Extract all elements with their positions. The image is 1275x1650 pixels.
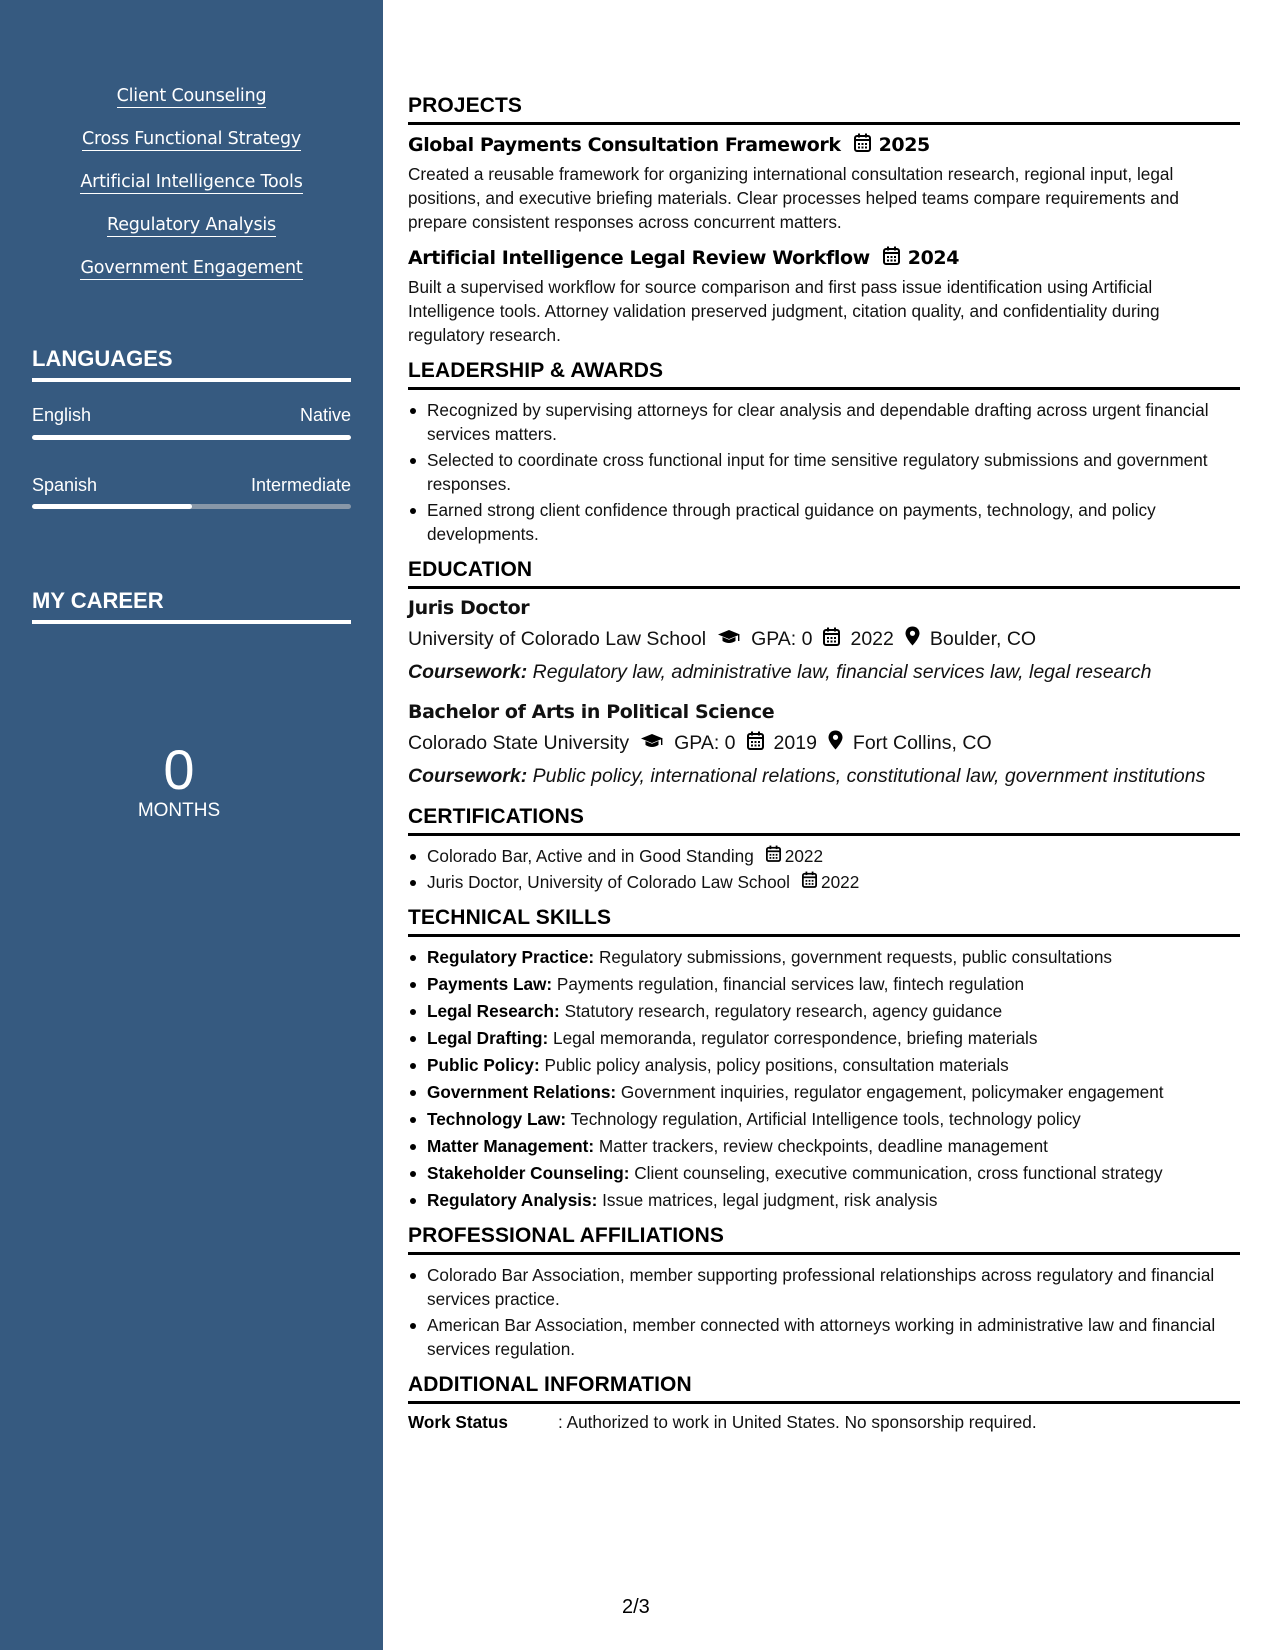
skill-details: Statutory research, regulatory research, agency guidance (559, 1001, 1003, 1021)
skill-tag: Cross Functional Strategy (81, 129, 302, 149)
main-content (408, 94, 1240, 1445)
gpa: GPA: 0 (674, 731, 736, 754)
language-name: English (32, 405, 92, 425)
list-item (408, 999, 1240, 1023)
work-status-value: : Authorized to work in United States. No sponsorship required. (558, 1412, 1037, 1432)
coursework-label: Coursework: (408, 661, 528, 683)
project-title-row (408, 246, 1240, 270)
calendar-icon (854, 133, 871, 157)
career-duration-value: 0 (163, 738, 195, 801)
list-item: Colorado Bar Association, member supporting professional relationships across regulatory and financial services practice. (408, 1263, 1240, 1311)
calendar-icon (802, 870, 817, 894)
coursework (408, 764, 1240, 789)
project-title: Global Payments Consultation Framework (408, 134, 841, 156)
certification-name: Juris Doctor, University of Colorado Law School (427, 872, 791, 892)
certifications-section (408, 805, 1240, 894)
education-meta (408, 730, 1240, 756)
list-item (408, 870, 1240, 894)
list-item (408, 1134, 1240, 1158)
skill-tag: Regulatory Analysis (107, 215, 276, 235)
certifications-list (408, 844, 1240, 894)
skill-category: Technology Law: (427, 1109, 567, 1129)
location: Fort Collins, CO (852, 731, 992, 754)
map-pin-icon (905, 626, 920, 652)
list-item (408, 1053, 1240, 1077)
gpa: GPA: 0 (751, 627, 813, 650)
project-year: 2025 (878, 134, 930, 156)
skill-details: Public policy analysis, policy positions, consultation materials (539, 1055, 1009, 1075)
leadership-section (408, 359, 1240, 546)
list-item (408, 1161, 1240, 1185)
affiliations-list (408, 1263, 1240, 1361)
certification-year: 2022 (784, 846, 824, 866)
page-number: 2/3 (622, 1596, 650, 1618)
section-heading: EDUCATION (408, 558, 1240, 589)
graduation-year: 2022 (850, 627, 894, 650)
list-item: Selected to coordinate cross functional input for time sensitive regulatory submissions and government responses. (408, 448, 1240, 496)
skill-details: Client counseling, executive communication, cross functional strategy (629, 1163, 1163, 1183)
skills-list (0, 86, 383, 301)
skill-tag: Artificial Intelligence Tools (80, 172, 303, 192)
project-title-row (408, 133, 1240, 157)
skill-category: Regulatory Analysis: (427, 1190, 598, 1210)
map-pin-icon (828, 730, 843, 756)
list-item: American Bar Association, member connected with attorneys working in administrative law and financial services regulation. (408, 1313, 1240, 1361)
list-item (408, 1188, 1240, 1212)
skill-category: Regulatory Practice: (427, 947, 595, 967)
school-name: University of Colorado Law School (408, 627, 707, 650)
language-proficiency-bar (32, 504, 351, 509)
language-proficiency-fill (32, 435, 351, 440)
career-duration-unit: MONTHS (137, 800, 221, 821)
calendar-icon (766, 844, 781, 868)
career-heading: MY CAREER (32, 588, 351, 624)
coursework-text: Regulatory law, administrative law, financial services law, legal research (527, 661, 1152, 683)
list-item (408, 1026, 1240, 1050)
education-meta (408, 626, 1240, 652)
education-section (408, 558, 1240, 789)
section-heading: PROJECTS (408, 94, 1240, 125)
skill-category: Matter Management: (427, 1136, 595, 1156)
skill-details: Technology regulation, Artificial Intelligence tools, technology policy (566, 1109, 1081, 1129)
section-heading: CERTIFICATIONS (408, 805, 1240, 836)
coursework (408, 660, 1240, 685)
section-heading: TECHNICAL SKILLS (408, 906, 1240, 937)
additional-info-section (408, 1373, 1240, 1433)
coursework-text: Public policy, international relations, constitutional law, government institutions (527, 765, 1206, 787)
list-item: Earned strong client confidence through practical guidance on payments, technology, and policy developments. (408, 498, 1240, 546)
project-year: 2024 (907, 247, 960, 269)
list-item (408, 1107, 1240, 1131)
skill-details: Issue matrices, legal judgment, risk analysis (597, 1190, 938, 1210)
project-title: Artificial Intelligence Legal Review Workflow (408, 247, 870, 269)
work-status-row (408, 1412, 1240, 1433)
languages-heading: LANGUAGES (32, 346, 351, 382)
skill-tag: Client Counseling (116, 86, 267, 106)
list-item (408, 945, 1240, 969)
skill-category: Public Policy: (427, 1055, 540, 1075)
projects-section (408, 94, 1240, 347)
section-heading: ADDITIONAL INFORMATION (408, 1373, 1240, 1404)
list-item (408, 972, 1240, 996)
certification-name: Colorado Bar, Active and in Good Standing (427, 846, 754, 866)
skill-category: Stakeholder Counseling: (427, 1163, 630, 1183)
coursework-label: Coursework: (408, 765, 528, 787)
section-heading: PROFESSIONAL AFFILIATIONS (408, 1224, 1240, 1255)
graduation-year: 2019 (773, 731, 817, 754)
language-proficiency-fill (32, 504, 192, 509)
language-row (32, 405, 351, 426)
graduation-cap-icon (717, 628, 741, 651)
degree-title: Juris Doctor (408, 597, 530, 619)
language-proficiency-bar (32, 435, 351, 440)
calendar-icon (747, 731, 764, 756)
skill-details: Government inquiries, regulator engagement, policymaker engagement (616, 1082, 1164, 1102)
skill-category: Payments Law: (427, 974, 553, 994)
skill-tag: Government Engagement (80, 258, 303, 278)
degree-title: Bachelor of Arts in Political Science (408, 701, 775, 723)
certification-year: 2022 (821, 872, 860, 892)
skill-category: Legal Drafting: (427, 1028, 549, 1048)
calendar-icon (823, 627, 840, 652)
language-level: Native (299, 405, 351, 425)
technical-skills-list (408, 945, 1240, 1212)
language-row (32, 475, 351, 496)
language-level: Intermediate (250, 475, 351, 495)
skill-details: Payments regulation, financial services law, fintech regulation (552, 974, 1025, 994)
language-name: Spanish (32, 475, 98, 495)
calendar-icon (883, 246, 900, 270)
skill-category: Legal Research: (427, 1001, 560, 1021)
skill-category: Government Relations: (427, 1082, 617, 1102)
list-item (408, 844, 1240, 868)
section-heading: LEADERSHIP & AWARDS (408, 359, 1240, 390)
technical-skills-section (408, 906, 1240, 1212)
sidebar (0, 0, 383, 1650)
project-description: Created a reusable framework for organizing international consultation research, regional input, legal positions, and executive briefing materials. Clear processes helped teams compare requirements and prepare consistent responses across concurrent matters. (408, 164, 1179, 232)
skill-details: Regulatory submissions, government requests, public consultations (594, 947, 1112, 967)
graduation-cap-icon (640, 732, 664, 755)
project-description: Built a supervised workflow for source comparison and first pass issue identification using Artificial Intelligence tools. Attorney validation preserved judgment, citation quality, and confidentiality during regulatory research. (408, 277, 1160, 345)
list-item: Recognized by supervising attorneys for clear analysis and dependable drafting across urgent financial services matters. (408, 398, 1240, 446)
skill-details: Matter trackers, review checkpoints, deadline management (594, 1136, 1048, 1156)
work-status-label: Work Status (408, 1412, 508, 1432)
list-item (408, 1080, 1240, 1104)
school-name: Colorado State University (408, 731, 630, 754)
leadership-list (408, 398, 1240, 546)
affiliations-section (408, 1224, 1240, 1361)
skill-details: Legal memoranda, regulator correspondence, briefing materials (548, 1028, 1038, 1048)
location: Boulder, CO (929, 627, 1037, 650)
